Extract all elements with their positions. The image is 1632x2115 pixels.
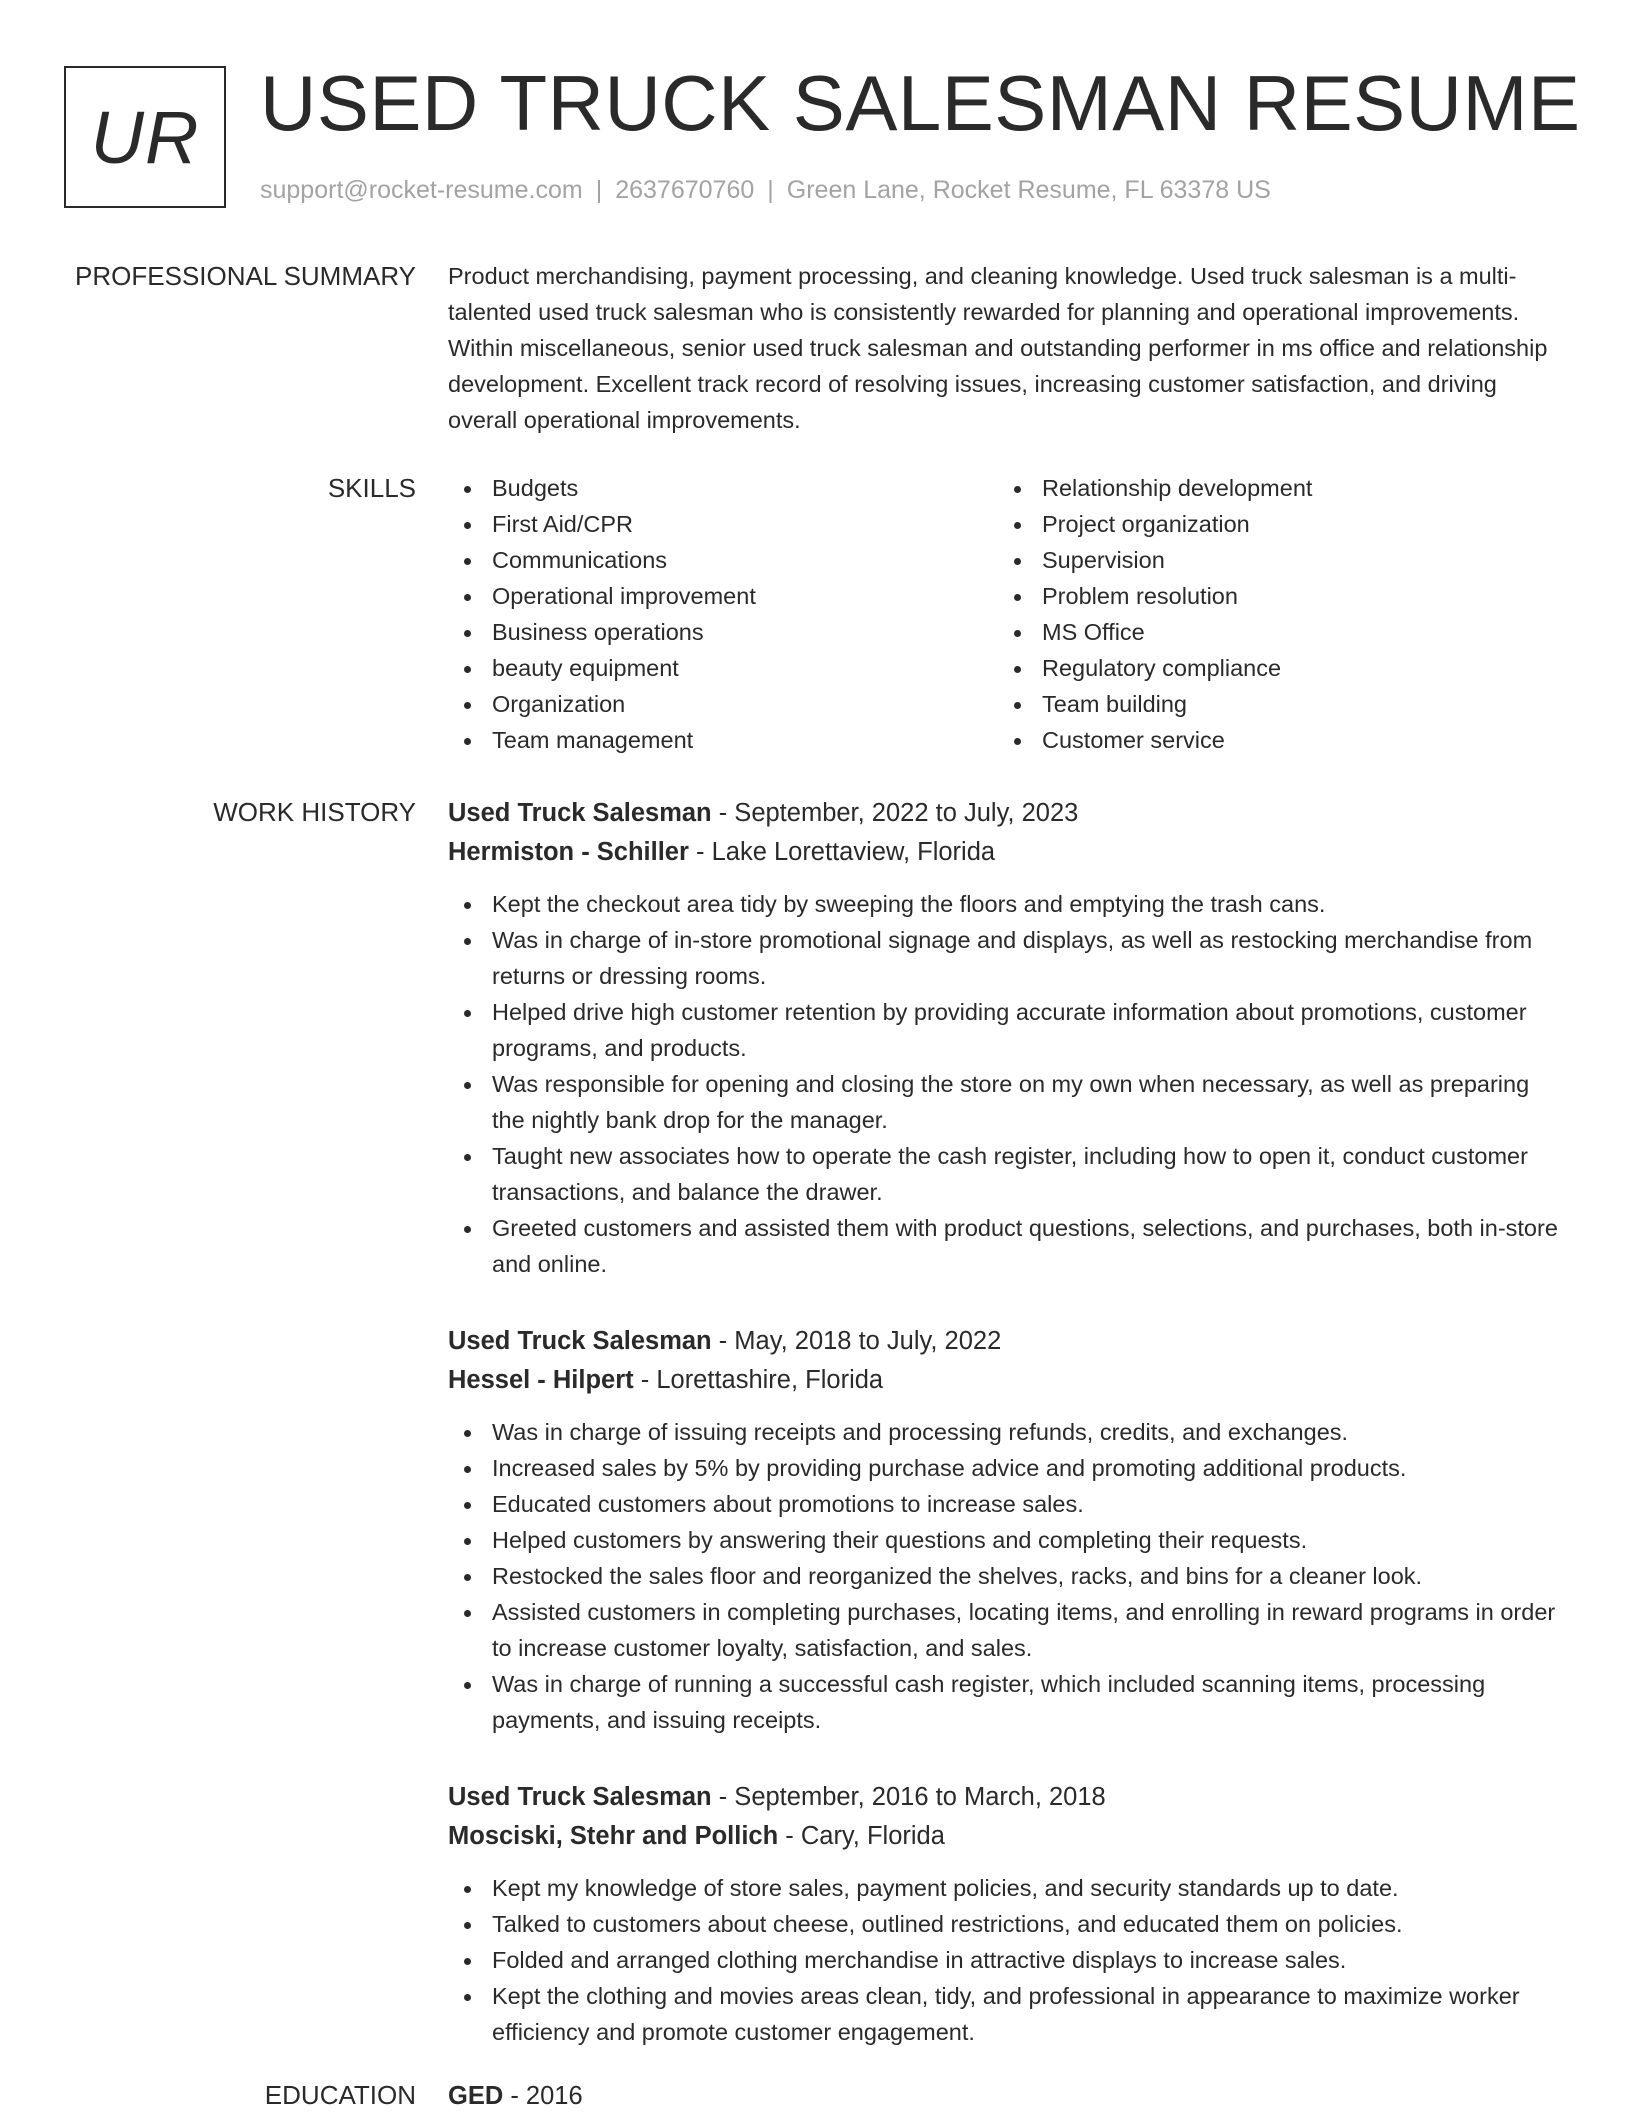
skills-label: SKILLS (327, 473, 416, 503)
monogram-logo (64, 66, 226, 208)
job-entry (448, 794, 1568, 1282)
job-bullet: Folded and arranged clothing merchandise in attractive displays to increase sales. (448, 1942, 1568, 1978)
job-bullet: Helped customers by answering their questions and completing their requests. (448, 1522, 1568, 1558)
job-title-line (448, 1322, 1568, 1360)
job-bullet-list (448, 1414, 1568, 1738)
job-bullet: Was in charge of issuing receipts and processing refunds, credits, and exchanges. (448, 1414, 1568, 1450)
skill-item: Team management (448, 722, 998, 758)
skills-column-right (998, 470, 1548, 758)
job-title: Used Truck Salesman (448, 1783, 712, 1811)
skill-item: Supervision (998, 542, 1548, 578)
skill-item: Regulatory compliance (998, 650, 1548, 686)
skills-column-left (448, 470, 998, 758)
summary-label: PROFESSIONAL SUMMARY (75, 261, 416, 291)
job-bullet: Taught new associates how to operate the cash register, including how to open it, conduct customer transactions, and balance the drawer. (448, 1138, 1568, 1210)
job-bullet: Talked to customers about cheese, outlined restrictions, and educated them on policies. (448, 1906, 1568, 1942)
skill-item: Project organization (998, 506, 1548, 542)
job-entry (448, 1778, 1568, 2050)
job-bullet: Was responsible for opening and closing the store on my own when necessary, as well as preparing the nightly bank drop for the manager. (448, 1066, 1568, 1138)
skill-item: Communications (448, 542, 998, 578)
skill-item: Customer service (998, 722, 1548, 758)
summary-body (448, 258, 1568, 438)
job-dates: - September, 2016 to March, 2018 (718, 1783, 1106, 1811)
job-bullet: Assisted customers in completing purchases, locating items, and enrolling in reward programs in order to increase customer loyalty, satisfaction, and sales. (448, 1594, 1568, 1666)
skill-item: Relationship development (998, 470, 1548, 506)
job-title: Used Truck Salesman (448, 799, 712, 827)
education-degree: GED (448, 2082, 504, 2110)
job-company-line (448, 1360, 1568, 1400)
skill-item: Organization (448, 686, 998, 722)
skills-body (448, 470, 1568, 758)
job-bullet: Educated customers about promotions to increase sales. (448, 1486, 1568, 1522)
job-bullet: Greeted customers and assisted them with product questions, selections, and purchases, both in-store and online. (448, 1210, 1568, 1282)
skill-item: Business operations (448, 614, 998, 650)
skill-item: Budgets (448, 470, 998, 506)
monogram-initials: UR (90, 95, 200, 179)
contact-phone: 2637670760 (615, 176, 755, 204)
job-bullet: Kept my knowledge of store sales, payment policies, and security standards up to date. (448, 1870, 1568, 1906)
education-year: - 2016 (510, 2082, 583, 2110)
job-company-line (448, 832, 1568, 872)
job-bullet-list (448, 886, 1568, 1282)
work-history-label: WORK HISTORY (213, 797, 416, 827)
job-location: - Lake Lorettaview, Florida (696, 838, 996, 866)
job-dates: - May, 2018 to July, 2022 (718, 1327, 1002, 1355)
contact-line (260, 176, 1271, 205)
contact-address: Green Lane, Rocket Resume, FL 63378 US (786, 176, 1271, 204)
education-label: EDUCATION (264, 2080, 416, 2110)
skills-grid (448, 470, 1568, 758)
job-bullet: Helped drive high customer retention by providing accurate information about promotions, customer programs, and products. (448, 994, 1568, 1066)
job-bullet: Was in charge of in-store promotional signage and displays, as well as restocking merchandise from returns or dressing rooms. (448, 922, 1568, 994)
skill-item: beauty equipment (448, 650, 998, 686)
skill-item: First Aid/CPR (448, 506, 998, 542)
job-company: Mosciski, Stehr and Pollich (448, 1822, 779, 1850)
job-bullet: Kept the checkout area tidy by sweeping the floors and emptying the trash cans. (448, 886, 1568, 922)
job-dates: - September, 2022 to July, 2023 (718, 799, 1079, 827)
contact-email: support@rocket-resume.com (260, 176, 583, 204)
job-bullet-list (448, 1870, 1568, 2050)
education-body (448, 2077, 1568, 2115)
job-title: Used Truck Salesman (448, 1327, 712, 1355)
job-location: - Cary, Florida (785, 1822, 945, 1850)
contact-separator: | (595, 176, 603, 204)
job-location: - Lorettashire, Florida (640, 1366, 884, 1394)
skill-item: Team building (998, 686, 1548, 722)
job-company-line (448, 1816, 1568, 1856)
job-bullet: Kept the clothing and movies areas clean, tidy, and professional in appearance to maximize worker efficiency and promote customer engagement. (448, 1978, 1568, 2050)
contact-separator: | (767, 176, 774, 204)
job-bullet: Was in charge of running a successful cash register, which included scanning items, processing payments, and issuing receipts. (448, 1666, 1568, 1738)
education-entry (448, 2077, 1568, 2115)
job-company: Hessel - Hilpert (448, 1366, 634, 1394)
job-bullet: Restocked the sales floor and reorganized the shelves, racks, and bins for a cleaner look. (448, 1558, 1568, 1594)
skill-item: Problem resolution (998, 578, 1548, 614)
work-history-body (448, 794, 1568, 2090)
skill-item: Operational improvement (448, 578, 998, 614)
skill-item: MS Office (998, 614, 1548, 650)
summary-text: Product merchandising, payment processing, and cleaning knowledge. Used truck salesman is a multi-talented used truck salesman who is consistently rewarded for planning and operational improvements. Within miscellaneous, senior used truck salesman and outstanding performer in ms office and relationship development. Excellent track record of resolving issues, increasing customer satisfaction, and driving overall operational improvements. (448, 263, 1548, 433)
job-title-line (448, 794, 1568, 832)
job-bullet: Increased sales by 5% by providing purchase advice and promoting additional products. (448, 1450, 1568, 1486)
job-title-line (448, 1778, 1568, 1816)
job-company: Hermiston - Schiller (448, 838, 689, 866)
job-entry (448, 1322, 1568, 1738)
resume-title: USED TRUCK SALESMAN RESUME (260, 59, 1581, 147)
